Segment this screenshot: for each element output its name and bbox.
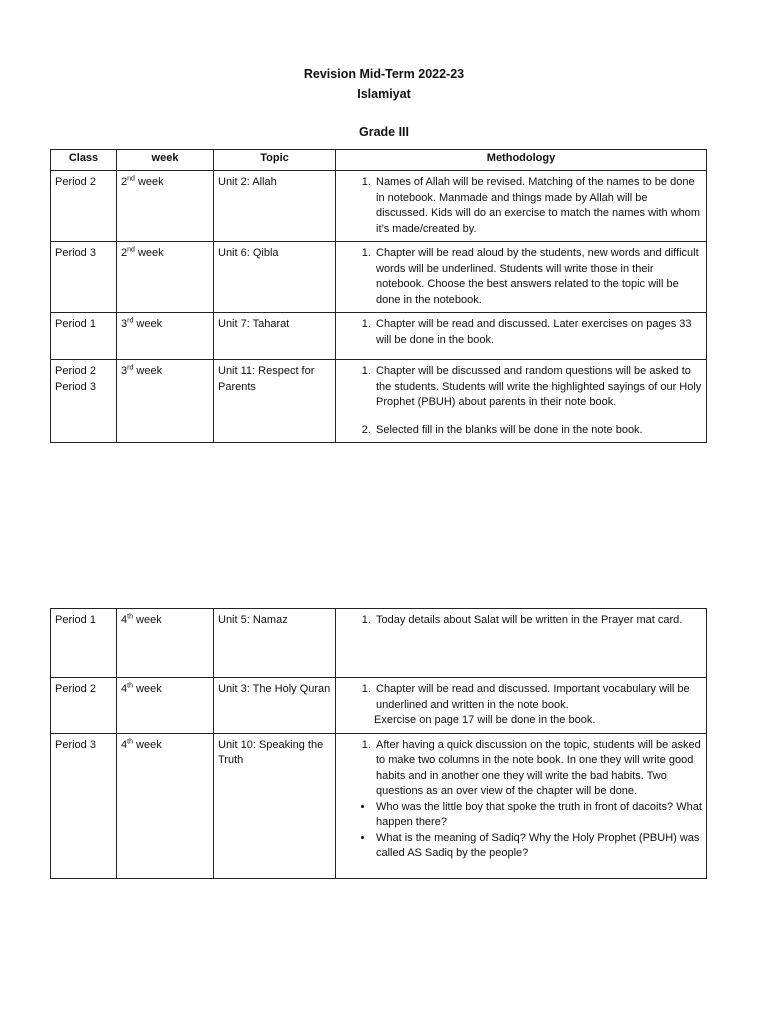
topic-cell: Unit 7: Taharat (214, 313, 336, 360)
list-item: 2. Selected fill in the blanks will be done in the note book. (374, 423, 702, 439)
week-cell: 3rd week (117, 360, 214, 443)
list-item: 1. Chapter will be read and discussed. Important vocabulary will be underlined and written in the note book. (374, 682, 702, 713)
week-cell: 2nd week (117, 171, 214, 242)
table-row (51, 733, 707, 878)
week-cell: 4th week (117, 609, 214, 678)
bullet-item: • What is the meaning of Sadiq? Why the Holy Prophet (PBUH) was called AS Sadiq by the people? (374, 831, 702, 862)
week-cell: 4th week (117, 678, 214, 734)
methodology-cell (336, 313, 707, 360)
class-cell: Period 2 (51, 678, 117, 734)
topic-cell: Unit 3: The Holy Quran (214, 678, 336, 734)
topic-cell: Unit 10: Speaking the Truth (214, 733, 336, 878)
methodology-cell (336, 733, 707, 878)
col-header-week: week (117, 150, 214, 171)
col-header-topic: Topic (214, 150, 336, 171)
table-header-row (51, 150, 707, 171)
table-row (51, 678, 707, 734)
methodology-cell (336, 609, 707, 678)
document-title: Revision Mid-Term 2022-23 (303, 67, 465, 81)
list-item: 1. Chapter will be discussed and random questions will be asked to the students. Students will write the highlighted sayings of our Holy Prophet (PBUH) about parents in their note book. (374, 364, 702, 411)
table-row (51, 360, 707, 443)
grade-title: Grade III (358, 125, 410, 139)
topic-cell: Unit 11: Respect for Parents (214, 360, 336, 443)
methodology-cell (336, 242, 707, 313)
list-item: 1. After having a quick discussion on the topic, students will be asked to make two columns in the note book. In one they will write good habits and in another one they will write the bad habits. Two questions as an over view of the chapter will be done. (374, 738, 702, 800)
list-item: 1. Chapter will be read and discussed. Later exercises on pages 33 will be done in the book. (374, 317, 702, 348)
col-header-class: Class (51, 150, 117, 171)
list-item: 1. Today details about Salat will be written in the Prayer mat card. (374, 613, 702, 629)
methodology-cell (336, 171, 707, 242)
week-cell: 2nd week (117, 242, 214, 313)
table-row (51, 171, 707, 242)
extra-note: Exercise on page 17 will be done in the book. (374, 714, 596, 726)
methodology-cell (336, 678, 707, 734)
list-item: 1. Names of Allah will be revised. Matching of the names to be done in notebook. Manmade and things made by Allah will be discussed. Kids will do an exercise to match the names with whom it’s made/created by. (374, 175, 702, 237)
class-cell: Period 1 (51, 609, 117, 678)
week-cell: 4th week (117, 733, 214, 878)
list-item: 1. Chapter will be read aloud by the students, new words and difficult words will be underlined. Students will write those in their notebook. Choose the best answers related to the topic will be done in the notebook. (374, 246, 702, 308)
table-row (51, 609, 707, 678)
lesson-plan-table-1 (50, 149, 707, 443)
methodology-cell (336, 360, 707, 443)
subject-title: Islamiyat (357, 87, 411, 101)
class-cell: Period 3 (51, 242, 117, 313)
topic-cell: Unit 5: Namaz (214, 609, 336, 678)
bullet-item: • Who was the little boy that spoke the truth in front of dacoits? What happen there? (374, 800, 702, 831)
class-cell: Period 1 (51, 313, 117, 360)
class-cell: Period 3 (51, 733, 117, 878)
topic-cell: Unit 6: Qibla (214, 242, 336, 313)
week-cell: 3rd week (117, 313, 214, 360)
table-row (51, 242, 707, 313)
table-row (51, 313, 707, 360)
topic-cell: Unit 2: Allah (214, 171, 336, 242)
lesson-plan-table-2 (50, 608, 707, 879)
class-cell: Period 2 (51, 171, 117, 242)
col-header-methodology: Methodology (336, 150, 707, 171)
class-cell: Period 2 Period 3 (51, 360, 117, 443)
